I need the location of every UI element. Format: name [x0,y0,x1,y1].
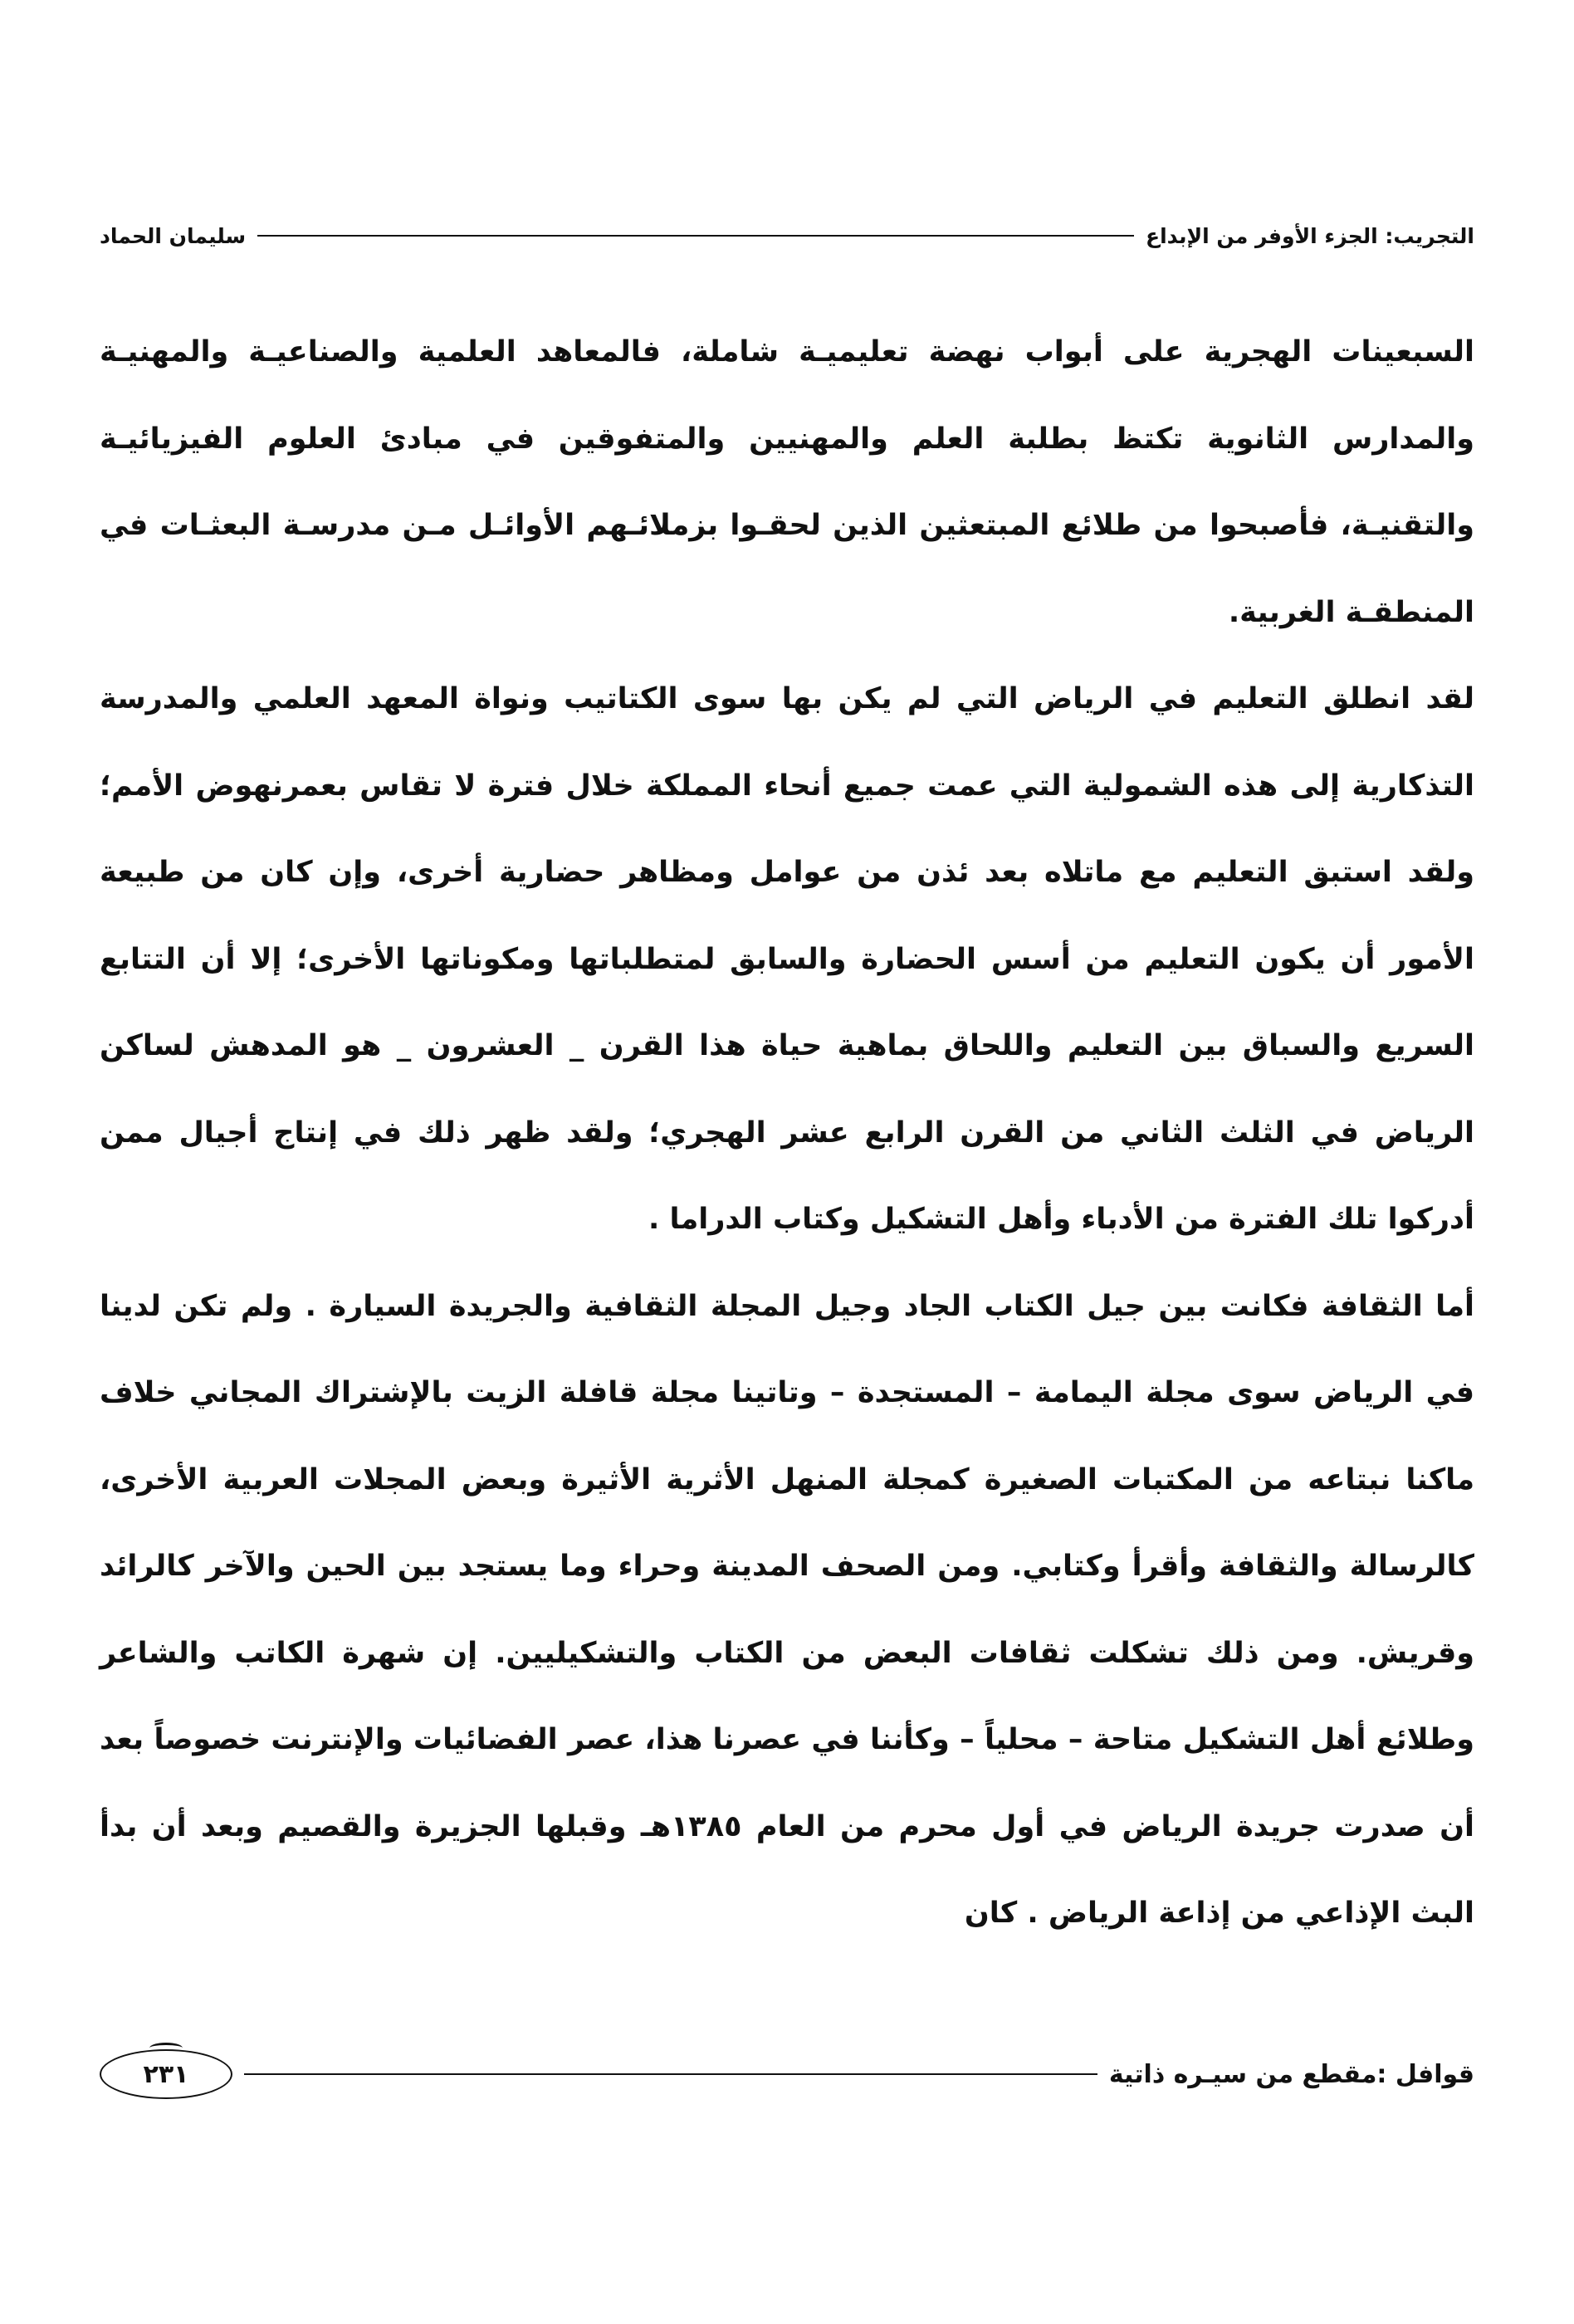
running-footer [100,2045,1474,2103]
page-number: ٢٣١ [143,2059,189,2089]
running-header [100,217,1474,254]
header-rule [257,235,1134,237]
paragraph-1: السبعينات الهجرية على أبواب نهضة تعليميـة شاملة، فالمعاهد العلمية والصناعيـة والمهنيـة والمدارس الثانوية تكتظ بطلبة العلم والمهنيين والمتفوقين في مبادئ العلوم الفيزيائيـة والتقنيـة، فأصبحوا من طلائع المبتعثين الذين لحقـوا بزملائـهم الأوائـل مـن مدرسـة البعثـات في المنطقـة الغربية. [100,335,1474,629]
header-chapter-title: التجريب: الجزء الأوفر من الإبداع [1146,223,1474,248]
footer-book-title: قوافل :مقطع من سيـره ذاتية [1108,2059,1474,2089]
header-author-name: سليمان الحماد [100,223,247,248]
footer-rule [244,2073,1097,2075]
page-badge-ornament [149,2043,183,2053]
paragraph-3: أما الثقافة فكانت بين جيل الكتاب الجاد وجيل المجلة الثقافية والجريدة السيارة . ولم تكن لدينا في الرياض سوى مجلة اليمامة – المستجدة – وتاتينا مجلة قافلة الزيت بالإشتراك المجاني خلاف ماكنا نبتاعه من المكتبات الصغيرة كمجلة المنهل الأثرية الأثيرة وبعض المجلات العربية الأخرى، كالرسالة والثقافة وأقرأ وكتابي. ومن الصحف المدينة وحراء وما يستجد بين الحين والآخر كالرائد وقريش. ومن ذلك تشكلت ثقافات البعض من الكتاب والتشكيليين. إن شهرة الكاتب والشاعر وطلائع أهل التشكيل متاحة – محلياً – وكأننا في عصرنا هذا، عصر الفضائيات والإنترنت خصوصاً بعد أن صدرت جريدة الرياض في أول محرم من العام ١٣٨٥هـ وقبلها الجزيرة والقصيم وبعد أن بدأ البث الإذاعي من إذاعة الرياض . كان [100,1289,1474,1930]
paragraph-2: لقد انطلق التعليم في الرياض التي لم يكن بها سوى الكتاتيب ونواة المعهد العلمي والمدرسة التذكارية إلى هذه الشمولية التي عمت جميع أنحاء المملكة خلال فترة لا تقاس بعمرنهوض الأمم؛ ولقد استبق التعليم مع ماتلاه بعد ئذن من عوامل ومظاهر حضارية أخرى، وإن كان من طبيعة الأمور أن يكون التعليم من أسس الحضارة والسابق لمتطلباتها ومكوناتها الأخرى؛ إلا أن التتابع السريع والسباق بين التعليم واللحاق بماهية حياة هذا القرن _ العشرون _ هو المدهش لساكن الرياض في الثلث الثاني من القرن الرابع عشر الهجري؛ ولقد ظهر ذلك في إنتاج أجيال ممن أدركوا تلك الفترة من الأدباء وأهل التشكيل وكتاب الدراما . [100,682,1474,1236]
page-body [100,309,1474,1957]
page-number-badge [100,2049,232,2099]
